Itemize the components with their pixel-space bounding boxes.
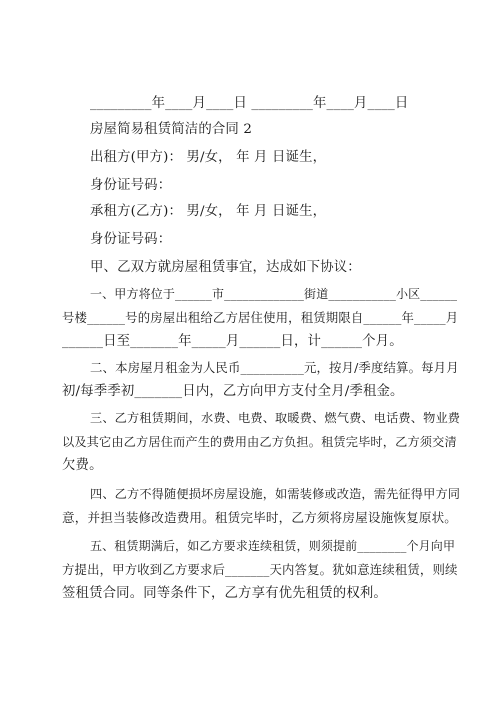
lessor-id-line: 身份证号码：: [90, 178, 172, 193]
clause-2-line-1: 二、本房屋月租金为人民币__________元，按月/季度结算。每月月: [90, 360, 459, 375]
clause-5-line-3: 签租赁合同。同等条件下，乙方享有优先租赁的权利。: [62, 586, 387, 601]
contract-title: 房屋简易租赁简洁的合同 2: [90, 122, 253, 137]
date-line: _________年____月____日 _________年____月____日: [90, 96, 409, 111]
clause-3-line-3: 欠费。: [62, 458, 103, 473]
clause-3-line-1: 三、乙方租赁期间，水费、电费、取暖费、燃气费、电话费、物业费: [90, 411, 461, 425]
clause-1-line-3: ______日至_______年_____月______日，计______个月。: [62, 334, 403, 349]
clause-1-line-1: 一、甲方将位于______市_____________街道___________小区______: [90, 287, 458, 301]
lessee-line: 承租方(乙方)： 男/女， 年 月 日诞生，: [90, 204, 327, 219]
clause-4-line-2: 意，并担当装修改造费用。租赁完毕时，乙方须将房屋设施恢复原状。: [62, 510, 458, 525]
clause-5-line-2: 方提出，甲方收到乙方要求后_______天内答复。犹如意连续租赁，则续: [62, 562, 458, 577]
clause-4-line-1: 四、乙方不得随便损坏房屋设施，如需装修或改造，需先征得甲方同: [90, 487, 461, 501]
clause-1-line-2: 号楼______号的房屋出租给乙方居住使用，租赁期限自______年_____月: [62, 310, 459, 325]
lessee-id-line: 身份证号码：: [90, 232, 172, 247]
clause-3-line-2: 以及其它由乙方居住而产生的费用由乙方负担。租赁完毕时，乙方须交清: [62, 435, 457, 449]
lessor-line: 出租方(甲方)： 男/女， 年 月 日诞生，: [90, 150, 327, 165]
clause-5-line-1: 五、租赁期满后，如乙方要求连续租赁，则须提前________个月向甲: [90, 539, 456, 553]
clause-2-line-2: 初/每季季初_______日内，乙方向甲方支付全月/季租金。: [62, 384, 404, 399]
agreement-intro: 甲、乙双方就房屋租赁事宜，达成如下协议：: [90, 260, 361, 275]
